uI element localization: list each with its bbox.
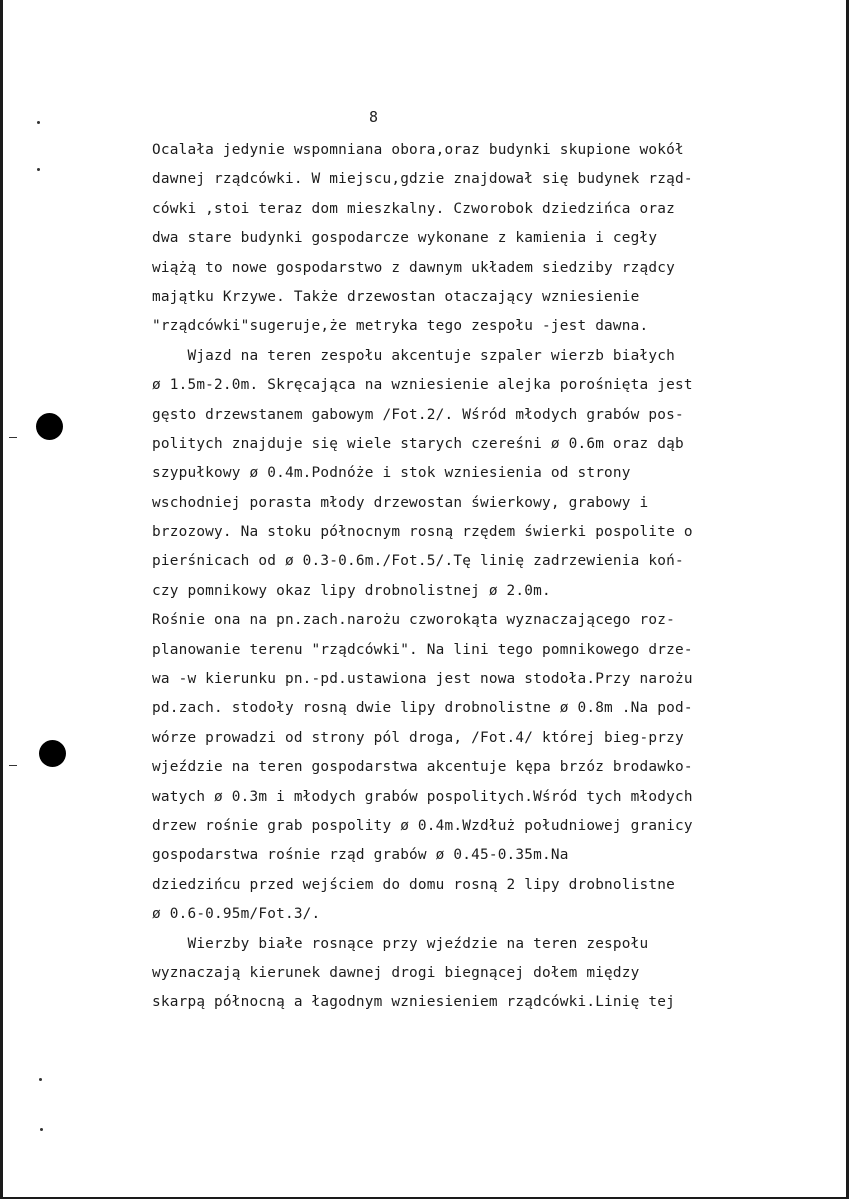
text-line: politych znajduje się wiele starych czereśni ø 0.6m oraz dąb [152, 435, 684, 452]
text-line: pd.zach. stodoły rosną dwie lipy drobnolistne ø 0.8m .Na pod- [152, 700, 693, 717]
text-line: wschodniej porasta młody drzewostan świerkowy, grabowy i [152, 494, 649, 511]
text-line: szypułkowy ø 0.4m.Podnóże i stok wzniesienia od strony [152, 465, 631, 482]
scan-speck [39, 1078, 42, 1081]
body-text [152, 136, 792, 1018]
text-line: ø 1.5m-2.0m. Skręcająca na wzniesienie alejka porośnięta jest [152, 377, 693, 394]
text-line: wa -w kierunku pn.-pd.ustawiona jest nowa stodoła.Przy narożu [152, 671, 693, 688]
scan-speck [40, 1128, 43, 1131]
text-line: brzozowy. Na stoku północnym rosną rzędem świerki pospolite o [152, 524, 693, 541]
text-line: gospodarstwa rośnie rząd grabów ø 0.45-0.35m.Na [152, 847, 569, 864]
text-line: Wierzby białe rosnące przy wjeździe na teren zespołu [152, 935, 649, 952]
text-line: wjeździe na teren gospodarstwa akcentuje kępa brzóz brodawko- [152, 759, 693, 776]
text-line: planowanie terenu "rządcówki". Na lini tego pomnikowego drze- [152, 641, 693, 658]
text-line: dziedzińcu przed wejściem do domu rosną 2 lipy drobnolistne [152, 876, 675, 893]
text-line: wiążą to nowe gospodarstwo z dawnym układem siedziby rządcy [152, 259, 675, 276]
scan-speck [37, 121, 40, 124]
text-line: Rośnie ona na pn.zach.narożu czworokąta wyznaczającego roz- [152, 612, 675, 629]
text-line: wórze prowadzi od strony pól droga, /Fot.4/ której bieg-przy [152, 729, 684, 746]
punch-hole-top [36, 413, 63, 440]
punch-hole-bottom [39, 740, 66, 767]
text-line: czy pomnikowy okaz lipy drobnolistnej ø 2.0m. [152, 582, 551, 599]
text-line: dwa stare budynki gospodarcze wykonane z kamienia i cegły [152, 230, 658, 247]
text-line: Wjazd na teren zespołu akcentuje szpaler wierzb białych [152, 347, 675, 364]
text-line: Ocalała jedynie wspomniana obora,oraz budynki skupione wokół [152, 142, 684, 158]
margin-mark [9, 437, 17, 438]
text-line: gęsto drzewstanem gabowym /Fot.2/. Wśród młodych grabów pos- [152, 406, 684, 423]
text-line: majątku Krzywe. Także drzewostan otaczający wzniesienie [152, 288, 640, 305]
text-line: pierśnicach od ø 0.3-0.6m./Fot.5/.Tę linię zadrzewienia koń- [152, 553, 684, 570]
text-line: cówki ,stoi teraz dom mieszkalny. Czworobok dziedzińca oraz [152, 200, 675, 217]
text-line: watych ø 0.3m i młodych grabów pospolitych.Wśród tych młodych [152, 788, 693, 805]
text-line: "rządcówki"sugeruje,że metryka tego zespołu -jest dawna. [152, 318, 649, 335]
text-line: dawnej rządcówki. W miejscu,gdzie znajdował się budynek rząd- [152, 171, 693, 188]
text-line: wyznaczają kierunek dawnej drogi biegnącej dołem między [152, 964, 640, 981]
scan-speck [37, 168, 40, 171]
margin-mark [9, 765, 17, 766]
text-line: drzew rośnie grab pospolity ø 0.4m.Wzdłuż południowej granicy [152, 817, 693, 834]
page-number: 8 [369, 108, 379, 126]
text-line: skarpą północną a łagodnym wzniesieniem rządcówki.Linię tej [152, 994, 675, 1011]
text-line: ø 0.6-0.95m/Fot.3/. [152, 906, 321, 923]
